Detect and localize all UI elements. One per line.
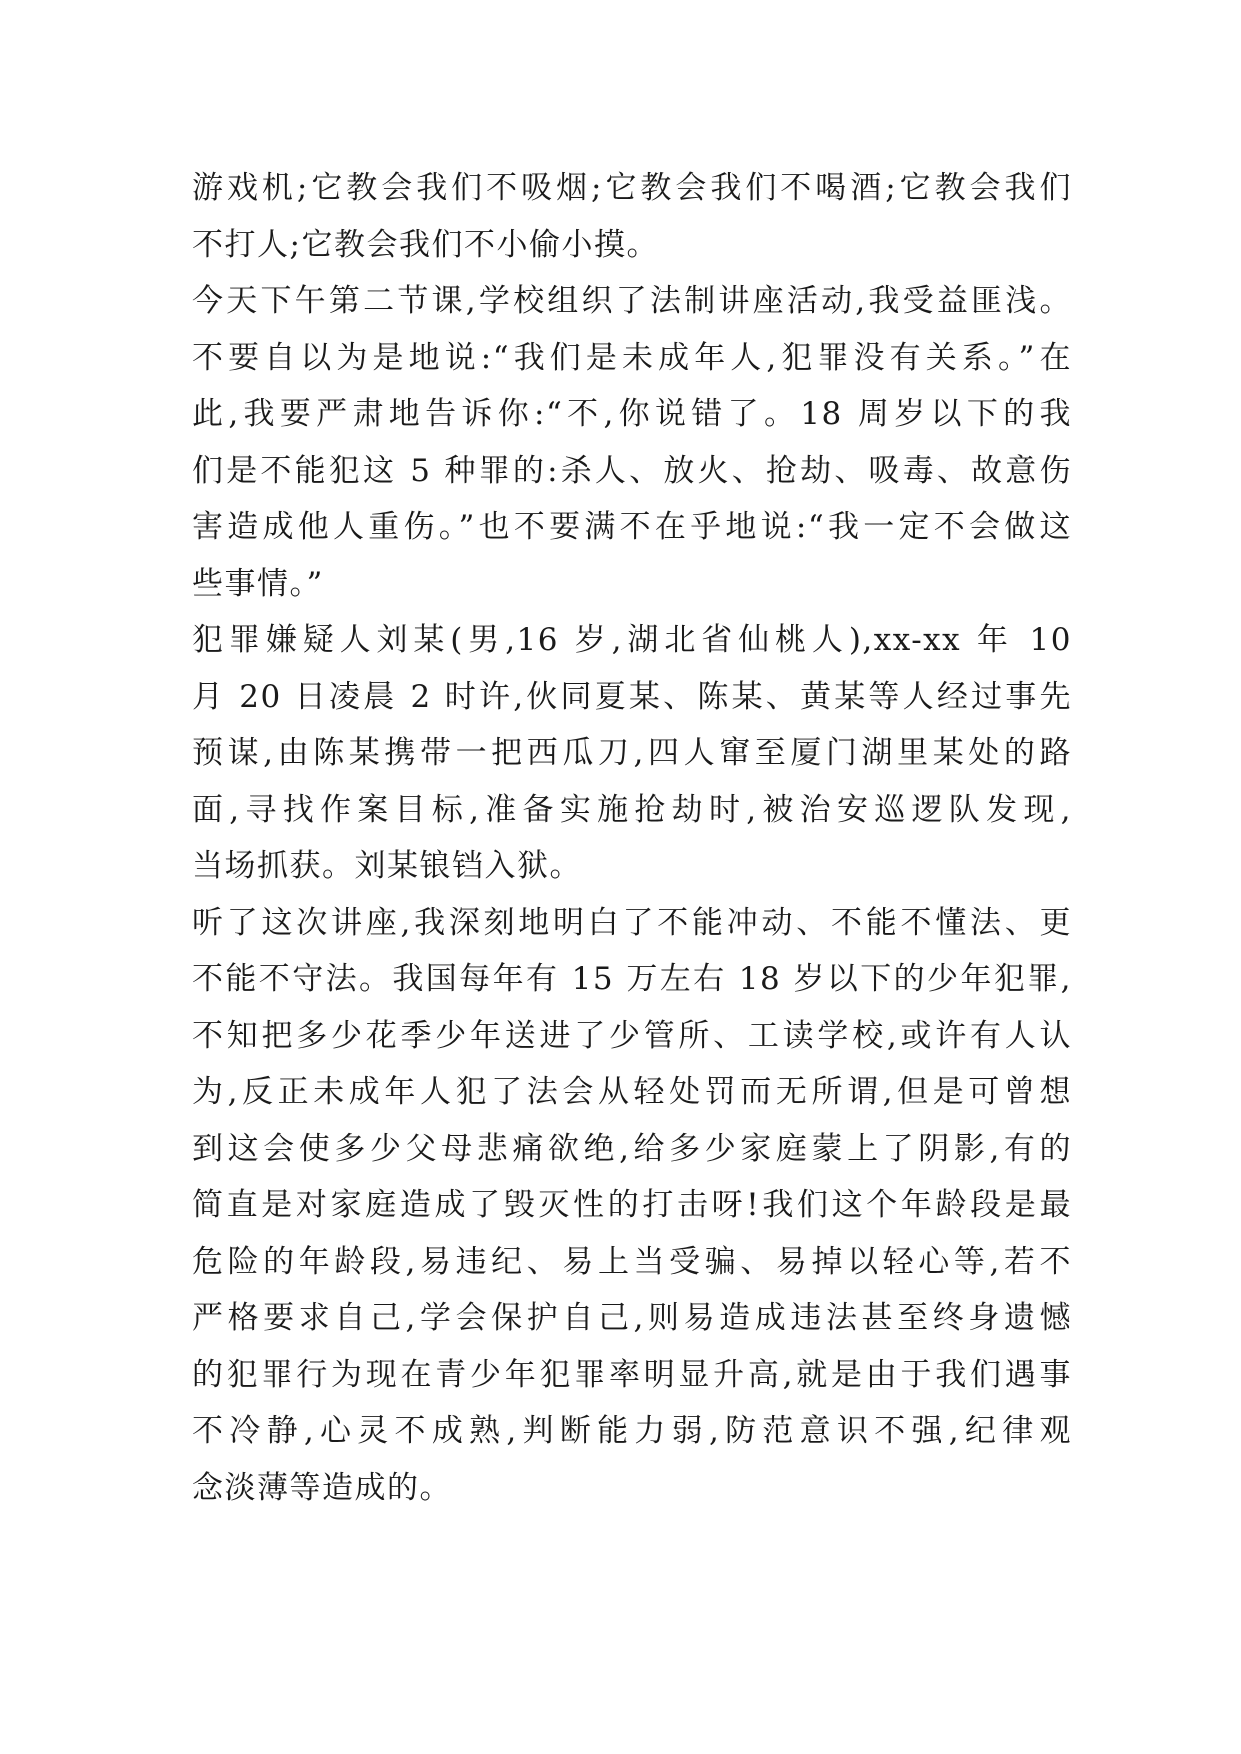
text-line: 今天下午第二节课,学校组织了法制讲座活动,我受益匪浅。 [192,283,1072,319]
text-line: 月 20 日凌晨 2 时许,伙同夏某、陈某、黄某等人经过事先 [192,678,1072,715]
text-line: 此,我要严肃地告诉你:“不,你说错了。18 周岁以下的我 [192,396,1072,432]
text-line: 不打人;它教会我们不小偷小摸。 [192,226,659,263]
text-line: 预谋,由陈某携带一把西瓜刀,四人窜至厦门湖里某处的路 [192,735,1072,771]
text-line: 游戏机;它教会我们不吸烟;它教会我们不喝酒;它教会我们 [192,170,1072,206]
text-line: 不能不守法。我国每年有 15 万左右 18 岁以下的少年犯罪, [192,961,1072,997]
text-line: 简直是对家庭造成了毁灭性的打击呀!我们这个年龄段是最 [192,1187,1072,1223]
text-line: 念淡薄等造成的。 [192,1469,452,1506]
text-line: 听了这次讲座,我深刻地明白了不能冲动、不能不懂法、更 [192,904,1072,941]
paragraph-4 [192,895,1072,1517]
text-line: 危险的年龄段,易违纪、易上当受骗、易掉以轻心等,若不 [192,1243,1072,1280]
text-line: 面,寻找作案目标,准备实施抢劫时,被治安巡逻队发现, [192,791,1072,828]
text-line: 些事情。” [192,565,324,602]
paragraph-1 [192,160,1072,273]
paragraph-3 [192,612,1072,895]
text-line: 不知把多少花季少年送进了少管所、工读学校,或许有人认 [192,1017,1072,1054]
text-line: 到这会使多少父母悲痛欲绝,给多少家庭蒙上了阴影,有的 [192,1130,1072,1167]
paragraph-2 [192,273,1072,612]
text-line: 严格要求自己,学会保护自己,则易造成违法甚至终身遗憾 [192,1300,1072,1336]
text-line: 犯罪嫌疑人刘某(男,16 岁,湖北省仙桃人),xx-xx 年 10 [192,622,1072,658]
text-line: 当场抓获。刘某锒铛入狱。 [192,848,582,884]
text-line: 害造成他人重伤。”也不要满不在乎地说:“我一定不会做这 [192,509,1072,545]
text-line: 不冷静,心灵不成熟,判断能力弱,防范意识不强,纪律观 [192,1413,1072,1449]
text-line: 不要自以为是地说:“我们是未成年人,犯罪没有关系。”在 [192,339,1072,376]
document-body [192,160,1072,1516]
text-line: 们是不能犯这 5 种罪的:杀人、放火、抢劫、吸毒、故意伤 [192,452,1072,489]
text-line: 的犯罪行为现在青少年犯罪率明显升高,就是由于我们遇事 [192,1356,1072,1393]
text-line: 为,反正未成年人犯了法会从轻处罚而无所谓,但是可曾想 [192,1074,1072,1110]
